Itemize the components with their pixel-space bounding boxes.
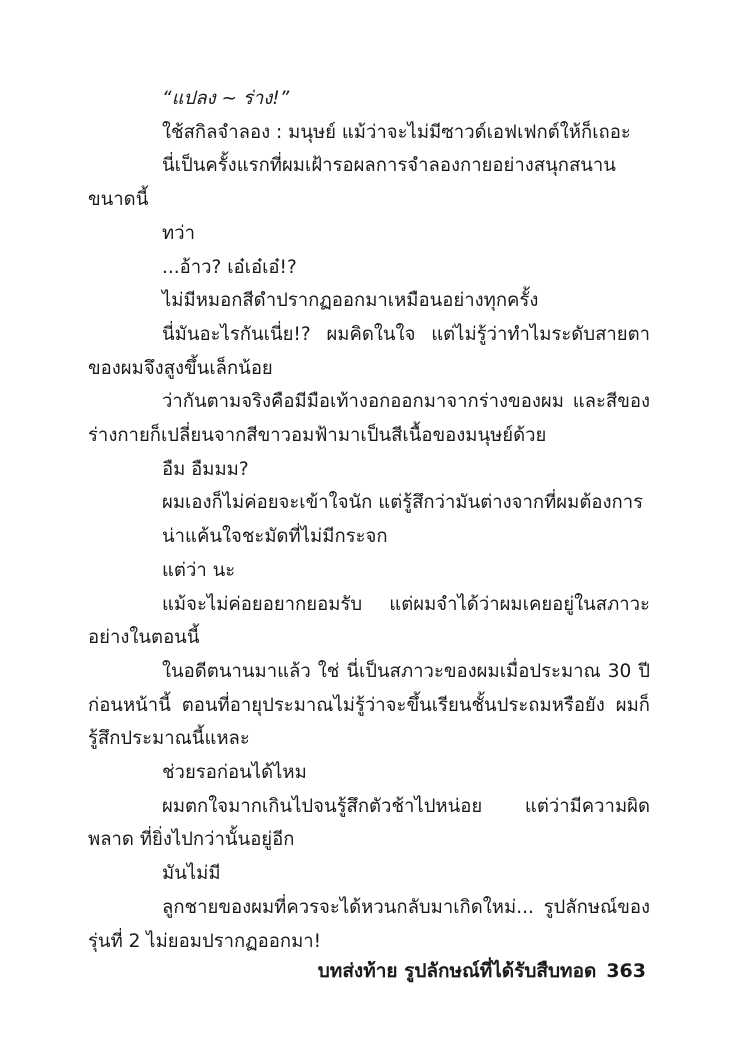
paragraph-4: ทว่า xyxy=(162,222,195,244)
paragraph-17: มันไม่มี xyxy=(162,863,221,885)
paragraph-3: นี่เป็นครั้งแรกที่ผมเฝ้ารอผลการจำลองกายอย่างสนุกสนาน ขนาดนี้ xyxy=(88,155,616,211)
page-number: 363 xyxy=(606,960,646,982)
paragraph-14: ในอดีตนานมาแล้ว ใช่ นี่เป็นสภาวะของผมเมื่อประมาณ 30 ปี ก่อนหน้านี้ ตอนที่อายุประมาณไม่รู้ว่าจะขึ้นเรียนชั้นประถมหรือยัง ผมก็ รู้สึกประมาณนี้แหละ xyxy=(88,660,650,750)
paragraph-5: ...อ้าว? เอ๋เอ๋เอ๋!? xyxy=(162,256,297,278)
paragraph-7: นี่มันอะไรกันเนี่ย!? ผมคิดในใจ แต่ไม่รู้ว่าทำไมระดับสายตา ของผมจึงสูงขึ้นเล็กน้อย xyxy=(88,323,650,379)
paragraph-9: อืม อืมมม? xyxy=(162,458,249,480)
paragraph-8: ว่ากันตามจริงคือมีมือเท้างอกออกมาจากร่างของผม และสีของ ร่างกายก็เปลี่ยนจากสีขาวอมฟ้ามาเป็นสีเนื้อของมนุษย์ด้วย xyxy=(88,391,650,447)
body-text xyxy=(88,82,650,958)
paragraph-18: ลูกชายของผมที่ควรจะได้หวนกลับมาเกิดใหม่... รูปลักษณ์ของ รุ่นที่ 2 ไม่ยอมปรากฏออกมา! xyxy=(88,896,650,952)
paragraph-15: ช่วยรอก่อนได้ไหม xyxy=(162,762,307,784)
paragraph-11: น่าแค้นใจชะมัดที่ไม่มีกระจก xyxy=(162,526,388,548)
paragraph-2: ใช้สกิลจำลอง : มนุษย์ แม้ว่าจะไม่มีซาวด์เอฟเฟกต์ให้ก็เถอะ xyxy=(162,121,631,143)
paragraph-10: ผมเองก็ไม่ค่อยจะเข้าใจนัก แต่รู้สึกว่ามันต่างจากที่ผมต้องการ xyxy=(162,492,644,514)
paragraph-6: ไม่มีหมอกสีดำปรากฏออกมาเหมือนอย่างทุกครั้ง xyxy=(162,290,539,312)
running-footer xyxy=(318,956,646,986)
chapter-title: บทส่งท้าย รูปลักษณ์ที่ได้รับสืบทอด xyxy=(317,960,597,982)
paragraph-12: แต่ว่า นะ xyxy=(162,559,236,581)
paragraph-13: แม้จะไม่ค่อยอยากยอมรับ แต่ผมจำได้ว่าผมเคยอยู่ในสภาวะ อย่างในตอนนี้ xyxy=(88,593,650,649)
paragraph-16: ผมตกใจมากเกินไปจนรู้สึกตัวช้าไปหน่อย แต่ว่ามีความผิดพลาด ที่ยิ่งไปกว่านั้นอยู่อีก xyxy=(88,795,650,851)
paragraph-1: “แปลง ~ ร่าง!” xyxy=(162,88,290,109)
